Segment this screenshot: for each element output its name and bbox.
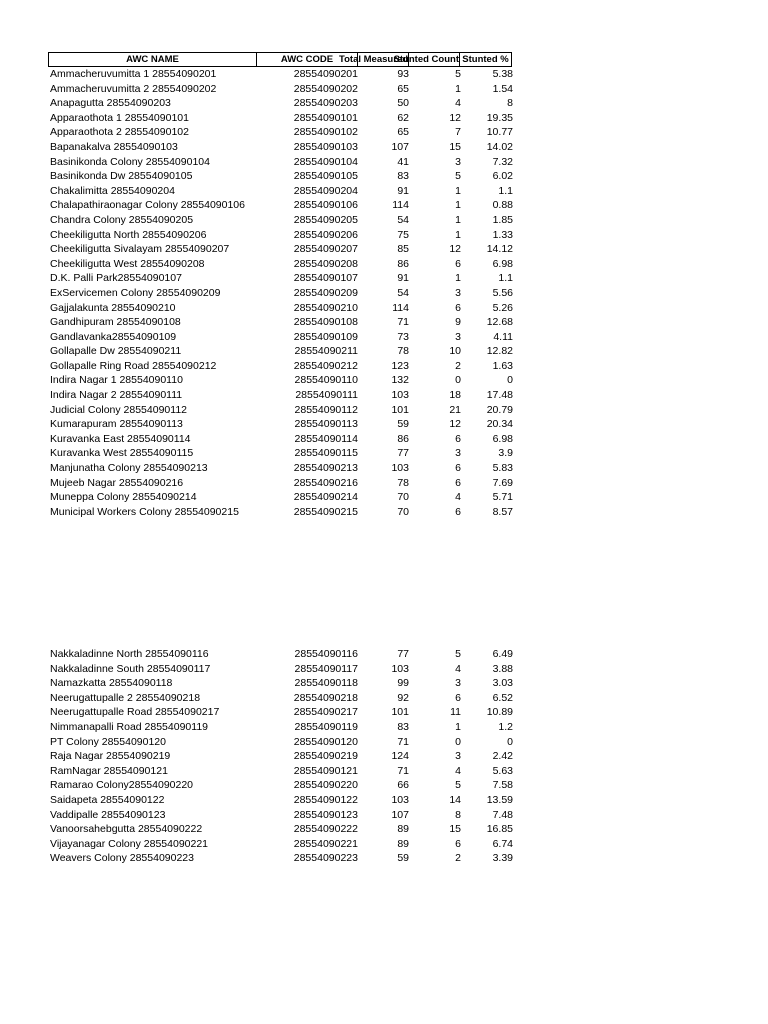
cell-stunted-count[interactable]: 1: [455, 272, 461, 285]
cell-awc-code[interactable]: 28554090216: [293, 476, 358, 489]
cell-stunted-count[interactable]: 0: [455, 374, 461, 387]
cell-total-measured[interactable]: 59: [397, 852, 409, 865]
cell-stunted-percent[interactable]: 12.82: [486, 345, 513, 358]
cell-awc-code[interactable]: 28554090223: [293, 852, 358, 865]
cell-awc-code[interactable]: 28554090118: [294, 677, 358, 690]
cell-awc-name[interactable]: Cheekiligutta West 28554090208: [50, 257, 205, 270]
cell-awc-name[interactable]: Manjunatha Colony 28554090213: [50, 462, 208, 475]
cell-awc-code[interactable]: 28554090113: [294, 418, 358, 431]
cell-stunted-percent[interactable]: 6.52: [492, 691, 513, 704]
cell-stunted-percent[interactable]: 6.49: [492, 648, 513, 660]
cell-awc-name[interactable]: Nakkaladinne South 28554090117: [50, 662, 211, 675]
cell-stunted-percent[interactable]: 7.58: [492, 779, 513, 792]
cell-total-measured[interactable]: 101: [391, 403, 409, 416]
table-row: [48, 257, 514, 272]
cell-awc-code[interactable]: 28554090203: [293, 97, 358, 110]
cell-awc-code[interactable]: 28554090112: [294, 403, 358, 416]
cell-total-measured[interactable]: 86: [397, 432, 409, 445]
cell-awc-code[interactable]: 28554090123: [293, 808, 358, 821]
cell-total-measured[interactable]: 123: [391, 359, 409, 372]
cell-stunted-percent[interactable]: 1.85: [492, 213, 513, 226]
cell-awc-code[interactable]: 28554090215: [293, 505, 358, 518]
cell-stunted-count[interactable]: 3: [455, 286, 461, 299]
cell-stunted-count[interactable]: 21: [449, 403, 461, 416]
cell-awc-name[interactable]: Gollapalle Dw 28554090211: [50, 345, 182, 358]
cell-awc-name[interactable]: Gandhipuram 28554090108: [50, 316, 181, 329]
cell-awc-name[interactable]: PT Colony 28554090120: [50, 735, 166, 748]
cell-awc-name[interactable]: Neerugattupalle Road 28554090217: [50, 706, 220, 719]
cell-stunted-count[interactable]: 5: [455, 68, 461, 80]
cell-total-measured[interactable]: 103: [391, 793, 409, 806]
table-row: [48, 169, 514, 184]
cell-stunted-count[interactable]: 14: [449, 793, 461, 806]
cell-awc-code[interactable]: 28554090205: [293, 213, 358, 226]
cell-awc-code[interactable]: 28554090111: [295, 389, 358, 402]
cell-stunted-count[interactable]: 3: [455, 447, 461, 460]
cell-stunted-count[interactable]: 8: [455, 808, 461, 821]
cell-stunted-count[interactable]: 15: [449, 823, 461, 836]
cell-awc-name[interactable]: Gandlavanka28554090109: [50, 330, 177, 343]
cell-total-measured[interactable]: 54: [397, 213, 409, 226]
cell-awc-code[interactable]: 28554090104: [293, 155, 358, 168]
cell-stunted-percent[interactable]: 6.98: [492, 257, 513, 270]
cell-stunted-percent[interactable]: 5.71: [492, 491, 513, 504]
cell-awc-name[interactable]: Chakalimitta 28554090204: [50, 184, 175, 197]
cell-stunted-count[interactable]: 9: [455, 316, 461, 329]
cell-awc-code[interactable]: 28554090221: [293, 837, 358, 850]
cell-stunted-percent[interactable]: 20.79: [486, 403, 513, 416]
cell-total-measured[interactable]: 103: [391, 389, 409, 402]
cell-awc-name[interactable]: Chalapathiraonagar Colony 28554090106: [50, 199, 245, 212]
table-row: [48, 691, 514, 706]
cell-awc-name[interactable]: Neerugattupalle 2 28554090218: [50, 691, 201, 704]
table-row: [48, 242, 514, 257]
cell-awc-name[interactable]: Muneppa Colony 28554090214: [50, 491, 197, 504]
cell-awc-name[interactable]: Apparaothota 2 28554090102: [50, 126, 189, 139]
cell-awc-code[interactable]: 28554090220: [293, 779, 358, 792]
cell-awc-name[interactable]: Nakkaladinne North 28554090116: [50, 648, 209, 660]
cell-stunted-percent[interactable]: 6.74: [492, 837, 513, 850]
cell-awc-code[interactable]: 28554090117: [294, 662, 358, 675]
table-row: [48, 96, 514, 111]
cell-total-measured[interactable]: 83: [397, 720, 409, 733]
cell-awc-name[interactable]: Saidapeta 28554090122: [50, 793, 165, 806]
cell-stunted-count[interactable]: 12: [449, 418, 461, 431]
cell-stunted-count[interactable]: 7: [455, 126, 461, 139]
cell-stunted-count[interactable]: 1: [455, 199, 461, 212]
cell-total-measured[interactable]: 65: [397, 82, 409, 95]
cell-awc-name[interactable]: ExServicemen Colony 28554090209: [50, 286, 221, 299]
cell-stunted-percent[interactable]: 13.59: [486, 793, 513, 806]
cell-stunted-percent[interactable]: 2.42: [492, 750, 513, 763]
cell-stunted-percent[interactable]: 6.02: [492, 170, 513, 183]
cell-stunted-percent[interactable]: 1.63: [492, 359, 513, 372]
cell-awc-name[interactable]: Chandra Colony 28554090205: [50, 213, 194, 226]
cell-awc-code[interactable]: 28554090222: [293, 823, 358, 836]
cell-stunted-count[interactable]: 4: [455, 764, 461, 777]
cell-awc-code[interactable]: 28554090107: [293, 272, 358, 285]
cell-awc-name[interactable]: Ammacheruvumitta 1 28554090201: [50, 68, 217, 80]
table-row: [48, 749, 514, 764]
cell-stunted-percent[interactable]: 4.11: [493, 330, 513, 343]
cell-awc-code[interactable]: 28554090115: [294, 447, 358, 460]
cell-total-measured[interactable]: 71: [397, 764, 409, 777]
cell-awc-name[interactable]: Kumarapuram 28554090113: [50, 418, 183, 431]
cell-awc-code[interactable]: 28554090101: [293, 111, 358, 124]
cell-total-measured[interactable]: 114: [392, 301, 409, 314]
table-row: [48, 155, 514, 170]
cell-awc-code[interactable]: 28554090116: [294, 648, 358, 660]
table-row: [48, 778, 514, 793]
cell-awc-name[interactable]: Basinikonda Dw 28554090105: [50, 170, 193, 183]
cell-stunted-percent[interactable]: 7.69: [492, 476, 513, 489]
cell-total-measured[interactable]: 50: [397, 97, 409, 110]
cell-total-measured[interactable]: 54: [397, 286, 409, 299]
cell-stunted-count[interactable]: 5: [455, 779, 461, 792]
cell-awc-name[interactable]: Weavers Colony 28554090223: [50, 852, 194, 865]
cell-total-measured[interactable]: 89: [397, 837, 409, 850]
cell-stunted-percent[interactable]: 5.26: [492, 301, 513, 314]
header-total-measured[interactable]: Total Measured: [339, 54, 408, 65]
cell-stunted-count[interactable]: 18: [449, 389, 461, 402]
cell-awc-name[interactable]: Cheekiligutta North 28554090206: [50, 228, 207, 241]
cell-stunted-percent[interactable]: 16.85: [486, 823, 513, 836]
cell-total-measured[interactable]: 103: [391, 662, 409, 675]
cell-total-measured[interactable]: 93: [397, 68, 409, 80]
cell-stunted-percent[interactable]: 14.12: [486, 243, 513, 256]
cell-total-measured[interactable]: 71: [397, 735, 409, 748]
cell-stunted-percent[interactable]: 5.83: [492, 462, 513, 475]
cell-awc-code[interactable]: 28554090114: [294, 432, 358, 445]
spreadsheet-table: [48, 52, 514, 519]
cell-stunted-percent[interactable]: 1.2: [498, 720, 513, 733]
cell-stunted-count[interactable]: 6: [455, 462, 461, 475]
cell-awc-name[interactable]: Raja Nagar 28554090219: [50, 750, 171, 763]
table-row: [48, 808, 514, 823]
cell-stunted-percent[interactable]: 7.32: [492, 155, 513, 168]
cell-stunted-count[interactable]: 11: [450, 706, 461, 719]
cell-awc-code[interactable]: 28554090103: [293, 140, 358, 153]
cell-awc-code[interactable]: 28554090212: [293, 359, 358, 372]
cell-stunted-count[interactable]: 0: [455, 735, 461, 748]
cell-total-measured[interactable]: 70: [397, 491, 409, 504]
cell-stunted-percent[interactable]: 5.63: [492, 764, 513, 777]
cell-awc-name[interactable]: Kuravanka East 28554090114: [50, 432, 191, 445]
cell-awc-name[interactable]: RamNagar 28554090121: [50, 764, 168, 777]
cell-stunted-percent[interactable]: 14.02: [486, 140, 513, 153]
cell-total-measured[interactable]: 70: [397, 505, 409, 518]
cell-awc-code[interactable]: 28554090211: [294, 345, 358, 358]
cell-stunted-percent[interactable]: 7.48: [492, 808, 513, 821]
table-row: [48, 198, 514, 213]
cell-total-measured[interactable]: 91: [397, 184, 409, 197]
table-row: [48, 330, 514, 345]
cell-awc-name[interactable]: Anapagutta 28554090203: [50, 97, 171, 110]
cell-awc-name[interactable]: Gollapalle Ring Road 28554090212: [50, 359, 217, 372]
cell-stunted-count[interactable]: 12: [449, 111, 461, 124]
cell-awc-code[interactable]: 28554090102: [293, 126, 358, 139]
cell-stunted-count[interactable]: 6: [455, 301, 461, 314]
cell-stunted-percent[interactable]: 0: [507, 735, 513, 748]
table-row: [48, 705, 514, 720]
cell-stunted-count[interactable]: 1: [455, 82, 461, 95]
cell-total-measured[interactable]: 75: [397, 228, 409, 241]
cell-awc-code[interactable]: 28554090121: [293, 764, 358, 777]
header-stunted-percent[interactable]: Stunted %: [459, 52, 512, 67]
cell-stunted-count[interactable]: 4: [455, 491, 461, 504]
cell-awc-code[interactable]: 28554090110: [294, 374, 358, 387]
table-row: [48, 461, 514, 476]
cell-awc-name[interactable]: Cheekiligutta Sivalayam 28554090207: [50, 243, 230, 256]
cell-stunted-percent[interactable]: 3.39: [492, 852, 513, 865]
table-row: [48, 662, 514, 677]
table-row: [48, 184, 514, 199]
cell-stunted-percent[interactable]: 1.1: [498, 272, 513, 285]
cell-stunted-count[interactable]: 15: [449, 140, 461, 153]
cell-total-measured[interactable]: 114: [392, 199, 409, 212]
cell-total-measured[interactable]: 41: [397, 155, 409, 168]
cell-total-measured[interactable]: 66: [397, 779, 409, 792]
table-row: [48, 344, 514, 359]
cell-total-measured[interactable]: 77: [397, 447, 409, 460]
cell-stunted-count[interactable]: 1: [455, 213, 461, 226]
cell-stunted-count[interactable]: 5: [455, 648, 461, 660]
cell-awc-name[interactable]: Mujeeb Nagar 28554090216: [50, 476, 184, 489]
cell-stunted-percent[interactable]: 5.38: [492, 68, 513, 80]
table-row: [48, 67, 514, 82]
cell-total-measured[interactable]: 103: [391, 462, 409, 475]
cell-stunted-percent[interactable]: 0: [507, 374, 513, 387]
cell-total-measured[interactable]: 92: [397, 691, 409, 704]
cell-stunted-count[interactable]: 6: [455, 691, 461, 704]
cell-stunted-count[interactable]: 6: [455, 432, 461, 445]
cell-awc-code[interactable]: 28554090219: [293, 750, 358, 763]
cell-stunted-count[interactable]: 12: [449, 243, 461, 256]
cell-stunted-count[interactable]: 3: [455, 750, 461, 763]
cell-total-measured[interactable]: 65: [397, 126, 409, 139]
cell-total-measured[interactable]: 62: [397, 111, 409, 124]
table-row: [48, 82, 514, 97]
cell-awc-name[interactable]: Ramarao Colony28554090220: [50, 779, 194, 792]
cell-awc-name[interactable]: Vijayanagar Colony 28554090221: [50, 837, 209, 850]
table-row: [48, 125, 514, 140]
cell-awc-name[interactable]: Ammacheruvumitta 2 28554090202: [50, 82, 217, 95]
cell-stunted-count[interactable]: 3: [455, 330, 461, 343]
cell-stunted-count[interactable]: 6: [455, 476, 461, 489]
table-row: [48, 851, 514, 866]
cell-stunted-count[interactable]: 3: [455, 155, 461, 168]
cell-total-measured[interactable]: 124: [391, 750, 409, 763]
cell-total-measured[interactable]: 78: [397, 476, 409, 489]
table-row: [48, 373, 514, 388]
cell-awc-name[interactable]: Indira Nagar 1 28554090110: [50, 374, 183, 387]
cell-stunted-count[interactable]: 6: [455, 837, 461, 850]
cell-awc-code[interactable]: 28554090210: [293, 301, 358, 314]
cell-awc-name[interactable]: Kuravanka West 28554090115: [50, 447, 194, 460]
cell-total-measured[interactable]: 132: [391, 374, 409, 387]
cell-stunted-count[interactable]: 6: [455, 505, 461, 518]
cell-awc-name[interactable]: Nimmanapalli Road 28554090119: [50, 720, 208, 733]
cell-awc-code[interactable]: 28554090206: [293, 228, 358, 241]
cell-stunted-count[interactable]: 1: [455, 184, 461, 197]
cell-awc-code[interactable]: 28554090120: [293, 735, 358, 748]
cell-total-measured[interactable]: 101: [391, 706, 409, 719]
cell-awc-name[interactable]: Namazkatta 28554090118: [50, 677, 173, 690]
table-row: [48, 359, 514, 374]
table-row: [48, 417, 514, 432]
table-row: [48, 388, 514, 403]
cell-stunted-percent[interactable]: 3.03: [492, 677, 513, 690]
cell-stunted-count[interactable]: 2: [455, 359, 461, 372]
cell-stunted-percent[interactable]: 1.54: [492, 82, 513, 95]
table-row: [48, 720, 514, 735]
cell-stunted-percent[interactable]: 0.88: [492, 199, 513, 212]
table-body-block-1: [48, 67, 514, 519]
header-awc-code[interactable]: AWC CODE: [256, 52, 358, 67]
cell-stunted-count[interactable]: 4: [455, 662, 461, 675]
cell-stunted-percent[interactable]: 6.98: [492, 432, 513, 445]
cell-stunted-count[interactable]: 10: [449, 345, 461, 358]
table-row: [48, 764, 514, 779]
table-row: [48, 505, 514, 520]
cell-awc-code[interactable]: 28554090218: [293, 691, 358, 704]
cell-total-measured[interactable]: 107: [391, 140, 409, 153]
cell-total-measured[interactable]: 99: [397, 677, 409, 690]
cell-stunted-percent[interactable]: 12.68: [486, 316, 513, 329]
table-row: [48, 403, 514, 418]
header-stunted-count[interactable]: Stunted Count: [393, 54, 459, 65]
cell-awc-code[interactable]: 28554090201: [293, 68, 358, 80]
cell-total-measured[interactable]: 86: [397, 257, 409, 270]
cell-stunted-percent[interactable]: 20.34: [486, 418, 513, 431]
cell-stunted-count[interactable]: 5: [455, 170, 461, 183]
table-row: [48, 140, 514, 155]
table-row: [48, 213, 514, 228]
cell-awc-code[interactable]: 28554090105: [293, 170, 358, 183]
cell-stunted-percent[interactable]: 1.1: [498, 184, 513, 197]
cell-stunted-percent[interactable]: 1.33: [492, 228, 513, 241]
table-row: [48, 111, 514, 126]
cell-awc-code[interactable]: 28554090122: [293, 793, 358, 806]
cell-stunted-percent[interactable]: 10.77: [486, 126, 513, 139]
header-row: [48, 52, 514, 67]
cell-awc-name[interactable]: Vaddipalle 28554090123: [50, 808, 166, 821]
cell-stunted-percent[interactable]: 17.48: [486, 389, 513, 402]
cell-stunted-percent[interactable]: 5.56: [492, 286, 513, 299]
cell-stunted-percent[interactable]: 8.57: [492, 505, 513, 518]
cell-total-measured[interactable]: 73: [397, 330, 409, 343]
cell-awc-code[interactable]: 28554090214: [293, 491, 358, 504]
cell-total-measured[interactable]: 83: [397, 170, 409, 183]
table-row: [48, 301, 514, 316]
cell-awc-code[interactable]: 28554090207: [293, 243, 358, 256]
cell-total-measured[interactable]: 85: [397, 243, 409, 256]
table-row: [48, 432, 514, 447]
cell-stunted-count[interactable]: 1: [455, 720, 461, 733]
cell-stunted-count[interactable]: 1: [455, 228, 461, 241]
table-row: [48, 676, 514, 691]
cell-awc-name[interactable]: Judicial Colony 28554090112: [50, 403, 187, 416]
cell-stunted-percent[interactable]: 10.89: [486, 706, 513, 719]
cell-awc-name[interactable]: Vanoorsahebgutta 28554090222: [50, 823, 203, 836]
cell-total-measured[interactable]: 91: [397, 272, 409, 285]
header-awc-name[interactable]: AWC NAME: [48, 52, 257, 67]
table-row: [48, 793, 514, 808]
cell-total-measured[interactable]: 78: [397, 345, 409, 358]
cell-total-measured[interactable]: 71: [397, 316, 409, 329]
cell-awc-code[interactable]: 28554090217: [293, 706, 358, 719]
cell-awc-code[interactable]: 28554090108: [293, 316, 358, 329]
cell-stunted-count[interactable]: 3: [455, 677, 461, 690]
cell-total-measured[interactable]: 107: [391, 808, 409, 821]
cell-awc-name[interactable]: Indira Nagar 2 28554090111: [50, 389, 183, 402]
cell-awc-code[interactable]: 28554090202: [293, 82, 358, 95]
table-row: [48, 822, 514, 837]
table-row: [48, 837, 514, 852]
cell-total-measured[interactable]: 77: [397, 648, 409, 660]
cell-awc-code[interactable]: 28554090109: [293, 330, 358, 343]
cell-total-measured[interactable]: 59: [397, 418, 409, 431]
cell-awc-name[interactable]: Bapanakalva 28554090103: [50, 140, 178, 153]
table-row: [48, 735, 514, 750]
cell-awc-code[interactable]: 28554090208: [293, 257, 358, 270]
cell-stunted-count[interactable]: 6: [455, 257, 461, 270]
cell-awc-name[interactable]: Municipal Workers Colony 28554090215: [50, 505, 239, 518]
cell-awc-name[interactable]: Apparaothota 1 28554090101: [50, 111, 189, 124]
cell-stunted-count[interactable]: 2: [455, 852, 461, 865]
table-row: [48, 446, 514, 461]
table-row: [48, 490, 514, 505]
cell-total-measured[interactable]: 89: [397, 823, 409, 836]
cell-stunted-percent[interactable]: 3.9: [498, 447, 513, 460]
cell-awc-code[interactable]: 28554090213: [293, 462, 358, 475]
cell-awc-code[interactable]: 28554090204: [293, 184, 358, 197]
table-body-block-2: [48, 647, 514, 866]
cell-stunted-percent[interactable]: 8: [507, 97, 513, 110]
table-row: [48, 286, 514, 301]
cell-stunted-percent[interactable]: 3.88: [492, 662, 513, 675]
cell-awc-code[interactable]: 28554090106: [293, 199, 358, 212]
cell-stunted-percent[interactable]: 19.35: [486, 111, 513, 124]
table-row: [48, 476, 514, 491]
cell-awc-code[interactable]: 28554090119: [294, 720, 358, 733]
cell-awc-name[interactable]: D.K. Palli Park28554090107: [50, 272, 182, 285]
cell-stunted-count[interactable]: 4: [455, 97, 461, 110]
table-row: [48, 315, 514, 330]
cell-awc-name[interactable]: Gajjalakunta 28554090210: [50, 301, 176, 314]
table-row: [48, 228, 514, 243]
table-row: [48, 647, 514, 662]
table-row: [48, 271, 514, 286]
cell-awc-code[interactable]: 28554090209: [293, 286, 358, 299]
cell-awc-name[interactable]: Basinikonda Colony 28554090104: [50, 155, 210, 168]
